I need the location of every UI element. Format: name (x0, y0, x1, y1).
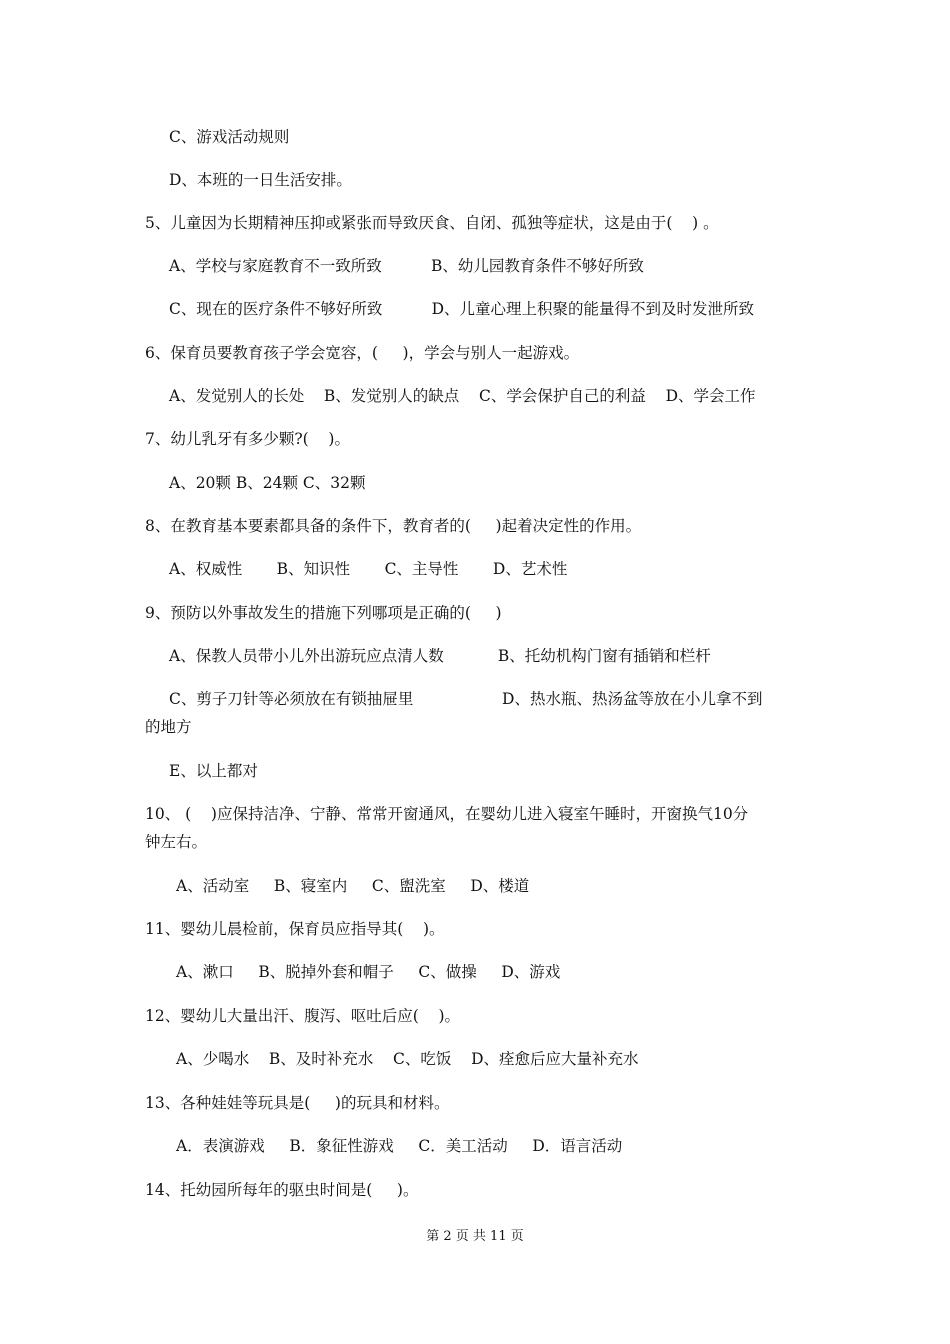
options-11: A、漱口 B、脱掉外套和帽子 C、做操 D、游戏 (176, 963, 561, 981)
question-10: 10、 ( )应保持洁净、宁静、常常开窗通风，在婴幼儿进入寝室午睡时，开窗换气10分 (145, 805, 749, 823)
options-10: A、活动室 B、寝室内 C、盥洗室 D、楼道 (176, 877, 530, 895)
question-11: 11、婴幼儿晨检前，保育员应指导其( )。 (145, 920, 445, 938)
option-9e: E、以上都对 (169, 762, 258, 780)
options-9-cd: C、剪子刀针等必须放在有锁抽屉里 D、热水瓶、热汤盆等放在小儿拿不到 (169, 690, 763, 708)
options-8: A、权威性 B、知识性 C、主导性 D、艺术性 (169, 560, 568, 578)
options-6: A、发觉别人的长处 B、发觉别人的缺点 C、学会保护自己的利益 D、学会工作 (169, 387, 756, 405)
option-4d: D、本班的一日生活安排。 (169, 171, 352, 189)
question-9: 9、预防以外事故发生的措施下列哪项是正确的( ) (145, 604, 502, 622)
options-13: A．表演游戏 B．象征性游戏 C．美工活动 D．语言活动 (176, 1137, 623, 1155)
question-7: 7、幼儿乳牙有多少颗?( )。 (145, 430, 350, 448)
question-8: 8、在教育基本要素都具备的条件下，教育者的( )起着决定性的作用。 (145, 517, 642, 535)
options-12: A、少喝水 B、及时补充水 C、吃饭 D、痊愈后应大量补充水 (176, 1050, 639, 1068)
option-4c: C、游戏活动规则 (169, 128, 290, 146)
question-14: 14、托幼园所每年的驱虫时间是( )。 (145, 1181, 419, 1199)
page-footer: 第 2 页 共 11 页 (426, 1229, 524, 1244)
options-5-cd: C、现在的医疗条件不够好所致 D、儿童心理上积聚的能量得不到及时发泄所致 (169, 300, 755, 318)
options-9-ab: A、保教人员带小儿外出游玩应点清人数 B、托幼机构门窗有插销和栏杆 (169, 647, 711, 665)
question-12: 12、婴幼儿大量出汗、腹泻、呕吐后应( )。 (145, 1007, 461, 1025)
options-5-ab: A、学校与家庭教育不一致所致 B、幼儿园教育条件不够好所致 (169, 257, 644, 275)
question-10-cont: 钟左右。 (145, 833, 208, 851)
question-5: 5、儿童因为长期精神压抑或紧张而导致厌食、自闭、孤独等症状，这是由于( ) 。 (145, 214, 719, 232)
options-7: A、20颗 B、24颗 C、32颗 (169, 474, 366, 492)
options-9-cd-cont: 的地方 (145, 718, 192, 736)
question-6: 6、保育员要教育孩子学会宽容，( )，学会与别人一起游戏。 (145, 344, 580, 362)
question-13: 13、各种娃娃等玩具是( )的玩具和材料。 (145, 1094, 450, 1112)
